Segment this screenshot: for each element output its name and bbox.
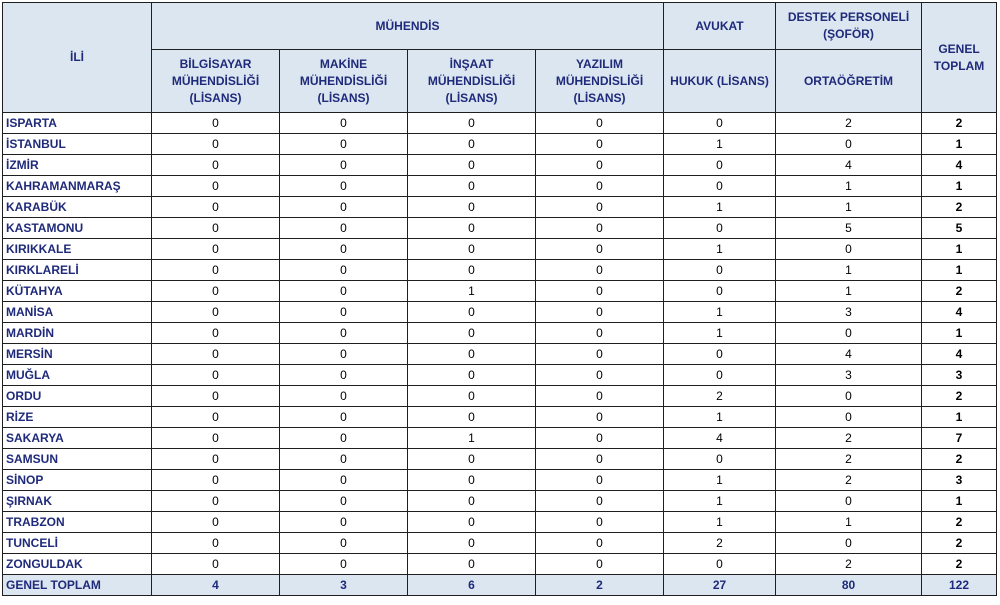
row-total-cell: 2 xyxy=(922,533,997,554)
table-cell: 0 xyxy=(280,554,408,575)
table-cell: 0 xyxy=(280,323,408,344)
table-cell: 0 xyxy=(408,512,536,533)
table-cell: 0 xyxy=(536,491,664,512)
table-cell: 1 xyxy=(408,428,536,449)
table-cell: 0 xyxy=(408,113,536,134)
law-header: HUKUK (LİSANS) xyxy=(664,50,776,113)
computer-engineering-header: BİLGİSAYAR MÜHENDİSLİĞİ (LİSANS) xyxy=(152,50,280,113)
table-cell: 0 xyxy=(408,554,536,575)
table-cell: 0 xyxy=(152,323,280,344)
table-cell: 1 xyxy=(776,512,922,533)
table-cell: 4 xyxy=(776,344,922,365)
row-total-cell: 2 xyxy=(922,512,997,533)
table-cell: 0 xyxy=(664,449,776,470)
table-cell: 0 xyxy=(536,218,664,239)
table-cell: 0 xyxy=(536,323,664,344)
table-cell: 0 xyxy=(152,260,280,281)
grand-total-label: GENEL TOPLAM xyxy=(3,575,152,596)
table-cell: 0 xyxy=(776,491,922,512)
row-total-cell: 1 xyxy=(922,407,997,428)
table-row xyxy=(3,218,997,239)
table-cell: 0 xyxy=(408,323,536,344)
table-row xyxy=(3,470,997,491)
table-cell: 2 xyxy=(776,470,922,491)
row-total-cell: 2 xyxy=(922,197,997,218)
table-cell: 5 xyxy=(776,218,922,239)
table-cell: 0 xyxy=(536,302,664,323)
table-cell: 2 xyxy=(776,428,922,449)
table-row xyxy=(3,512,997,533)
row-total-cell: 1 xyxy=(922,239,997,260)
province-name: TRABZON xyxy=(3,512,152,533)
row-total-cell: 1 xyxy=(922,176,997,197)
row-total-cell: 4 xyxy=(922,344,997,365)
province-name: SİNOP xyxy=(3,470,152,491)
table-cell: 0 xyxy=(280,407,408,428)
province-name: İSTANBUL xyxy=(3,134,152,155)
table-cell: 0 xyxy=(536,113,664,134)
table-cell: 0 xyxy=(408,365,536,386)
table-cell: 1 xyxy=(776,260,922,281)
table-row xyxy=(3,155,997,176)
table-cell: 0 xyxy=(152,491,280,512)
staff-distribution-table xyxy=(2,2,997,596)
table-row xyxy=(3,260,997,281)
table-cell: 0 xyxy=(408,533,536,554)
province-name: ZONGULDAK xyxy=(3,554,152,575)
table-cell: 0 xyxy=(536,344,664,365)
province-name: MARDİN xyxy=(3,323,152,344)
row-total-cell: 2 xyxy=(922,386,997,407)
civil-engineering-header: İNŞAAT MÜHENDİSLİĞİ (LİSANS) xyxy=(408,50,536,113)
table-cell: 0 xyxy=(408,239,536,260)
table-cell: 0 xyxy=(408,302,536,323)
table-cell: 1 xyxy=(664,239,776,260)
table-cell: 0 xyxy=(776,323,922,344)
table-cell: 0 xyxy=(536,155,664,176)
table-row xyxy=(3,533,997,554)
row-total-cell: 7 xyxy=(922,428,997,449)
table-cell: 0 xyxy=(664,155,776,176)
row-total-cell: 2 xyxy=(922,281,997,302)
table-cell: 0 xyxy=(280,512,408,533)
table-footer xyxy=(3,575,997,596)
table-cell: 0 xyxy=(536,533,664,554)
province-name: KIRKLARELİ xyxy=(3,260,152,281)
province-name: SAMSUN xyxy=(3,449,152,470)
table-cell: 0 xyxy=(536,449,664,470)
province-name: TUNCELİ xyxy=(3,533,152,554)
table-cell: 0 xyxy=(536,386,664,407)
support-group-header: DESTEK PERSONELİ (ŞOFÖR) xyxy=(776,3,922,50)
table-row xyxy=(3,197,997,218)
table-cell: 0 xyxy=(152,281,280,302)
table-cell: 0 xyxy=(776,533,922,554)
table-cell: 4 xyxy=(776,155,922,176)
table-cell: 0 xyxy=(536,197,664,218)
table-cell: 0 xyxy=(152,218,280,239)
row-total-cell: 2 xyxy=(922,554,997,575)
table-cell: 0 xyxy=(280,344,408,365)
row-total-cell: 4 xyxy=(922,155,997,176)
table-cell: 0 xyxy=(536,428,664,449)
table-cell: 4 xyxy=(664,428,776,449)
table-cell: 0 xyxy=(664,344,776,365)
table-cell: 0 xyxy=(408,386,536,407)
table-cell: 0 xyxy=(280,491,408,512)
table-cell: 1 xyxy=(664,197,776,218)
mechanical-engineering-header: MAKİNE MÜHENDİSLİĞİ (LİSANS) xyxy=(280,50,408,113)
table-row xyxy=(3,344,997,365)
table-cell: 0 xyxy=(536,260,664,281)
table-cell: 0 xyxy=(408,260,536,281)
table-cell: 0 xyxy=(280,428,408,449)
province-name: MERSİN xyxy=(3,344,152,365)
province-header: İLİ xyxy=(3,3,152,113)
table-cell: 0 xyxy=(664,260,776,281)
total-cell: 27 xyxy=(664,575,776,596)
table-cell: 1 xyxy=(664,470,776,491)
grand-total-row xyxy=(3,575,997,596)
table-cell: 1 xyxy=(664,134,776,155)
table-cell: 1 xyxy=(776,281,922,302)
table-body xyxy=(3,113,997,575)
table-cell: 0 xyxy=(152,176,280,197)
table-cell: 0 xyxy=(664,218,776,239)
row-total-cell: 5 xyxy=(922,218,997,239)
table-cell: 0 xyxy=(280,281,408,302)
table-cell: 0 xyxy=(536,134,664,155)
row-total-cell: 1 xyxy=(922,260,997,281)
row-total-cell: 1 xyxy=(922,134,997,155)
table-row xyxy=(3,365,997,386)
table-cell: 0 xyxy=(152,470,280,491)
table-cell: 0 xyxy=(152,344,280,365)
table-cell: 0 xyxy=(152,533,280,554)
table-cell: 0 xyxy=(280,239,408,260)
table-cell: 0 xyxy=(664,281,776,302)
table-cell: 0 xyxy=(776,386,922,407)
province-name: RİZE xyxy=(3,407,152,428)
table-cell: 0 xyxy=(280,197,408,218)
table-cell: 0 xyxy=(152,302,280,323)
province-name: İZMİR xyxy=(3,155,152,176)
table-row xyxy=(3,491,997,512)
engineer-group-header: MÜHENDİS xyxy=(152,3,664,50)
table-cell: 0 xyxy=(408,218,536,239)
table-cell: 0 xyxy=(152,155,280,176)
table-cell: 0 xyxy=(280,113,408,134)
table-cell: 0 xyxy=(280,533,408,554)
table-cell: 0 xyxy=(152,365,280,386)
row-total-cell: 1 xyxy=(922,491,997,512)
province-name: ORDU xyxy=(3,386,152,407)
table-cell: 0 xyxy=(536,176,664,197)
table-cell: 0 xyxy=(664,365,776,386)
table-cell: 0 xyxy=(408,344,536,365)
table-cell: 0 xyxy=(152,239,280,260)
table-row xyxy=(3,428,997,449)
table-cell: 2 xyxy=(664,386,776,407)
table-cell: 2 xyxy=(776,449,922,470)
table-cell: 0 xyxy=(152,134,280,155)
table-cell: 0 xyxy=(536,407,664,428)
table-cell: 0 xyxy=(152,113,280,134)
table-row xyxy=(3,554,997,575)
table-cell: 0 xyxy=(280,302,408,323)
table-row xyxy=(3,113,997,134)
table-cell: 0 xyxy=(408,491,536,512)
row-total-cell: 2 xyxy=(922,449,997,470)
total-cell: 122 xyxy=(922,575,997,596)
province-name: ISPARTA xyxy=(3,113,152,134)
table-cell: 0 xyxy=(152,512,280,533)
table-cell: 1 xyxy=(664,323,776,344)
table-cell: 3 xyxy=(776,302,922,323)
table-cell: 0 xyxy=(536,470,664,491)
table-cell: 1 xyxy=(664,407,776,428)
row-total-cell: 3 xyxy=(922,470,997,491)
table-cell: 0 xyxy=(280,155,408,176)
table-row xyxy=(3,176,997,197)
province-name: KAHRAMANMARAŞ xyxy=(3,176,152,197)
table-cell: 2 xyxy=(664,533,776,554)
province-name: KARABÜK xyxy=(3,197,152,218)
table-row xyxy=(3,281,997,302)
table-cell: 1 xyxy=(664,512,776,533)
table-cell: 1 xyxy=(664,491,776,512)
table-cell: 0 xyxy=(408,197,536,218)
table-cell: 0 xyxy=(280,260,408,281)
table-cell: 0 xyxy=(536,281,664,302)
grand-total-header: GENEL TOPLAM xyxy=(922,3,997,113)
province-name: KIRIKKALE xyxy=(3,239,152,260)
table-cell: 3 xyxy=(776,365,922,386)
table-cell: 0 xyxy=(408,155,536,176)
table-row xyxy=(3,449,997,470)
software-engineering-header: YAZILIM MÜHENDİSLİĞİ (LİSANS) xyxy=(536,50,664,113)
total-cell: 3 xyxy=(280,575,408,596)
staff-distribution-table-wrapper xyxy=(2,2,996,596)
lawyer-group-header: AVUKAT xyxy=(664,3,776,50)
table-cell: 0 xyxy=(280,449,408,470)
row-total-cell: 3 xyxy=(922,365,997,386)
table-cell: 0 xyxy=(776,407,922,428)
table-cell: 0 xyxy=(408,407,536,428)
table-cell: 0 xyxy=(536,239,664,260)
total-cell: 80 xyxy=(776,575,922,596)
table-cell: 0 xyxy=(152,386,280,407)
table-cell: 0 xyxy=(664,554,776,575)
table-cell: 2 xyxy=(776,113,922,134)
row-total-cell: 2 xyxy=(922,113,997,134)
table-cell: 1 xyxy=(776,197,922,218)
table-row xyxy=(3,323,997,344)
table-cell: 1 xyxy=(408,281,536,302)
table-cell: 0 xyxy=(408,134,536,155)
table-cell: 0 xyxy=(664,113,776,134)
table-cell: 0 xyxy=(280,176,408,197)
province-name: MUĞLA xyxy=(3,365,152,386)
province-name: KASTAMONU xyxy=(3,218,152,239)
row-total-cell: 4 xyxy=(922,302,997,323)
table-header xyxy=(3,3,997,113)
total-cell: 2 xyxy=(536,575,664,596)
total-cell: 4 xyxy=(152,575,280,596)
province-name: KÜTAHYA xyxy=(3,281,152,302)
table-cell: 0 xyxy=(536,365,664,386)
table-cell: 0 xyxy=(280,386,408,407)
table-cell: 1 xyxy=(776,176,922,197)
table-cell: 0 xyxy=(152,554,280,575)
table-cell: 0 xyxy=(280,470,408,491)
table-row xyxy=(3,386,997,407)
table-cell: 0 xyxy=(536,554,664,575)
table-cell: 0 xyxy=(280,365,408,386)
table-cell: 0 xyxy=(152,449,280,470)
table-row xyxy=(3,407,997,428)
table-cell: 0 xyxy=(152,407,280,428)
table-cell: 0 xyxy=(408,176,536,197)
table-cell: 0 xyxy=(776,134,922,155)
table-cell: 0 xyxy=(152,197,280,218)
province-name: ŞIRNAK xyxy=(3,491,152,512)
table-cell: 0 xyxy=(280,134,408,155)
table-row xyxy=(3,134,997,155)
province-name: MANİSA xyxy=(3,302,152,323)
table-row xyxy=(3,239,997,260)
table-cell: 0 xyxy=(664,176,776,197)
total-cell: 6 xyxy=(408,575,536,596)
table-row xyxy=(3,302,997,323)
table-cell: 0 xyxy=(536,512,664,533)
row-total-cell: 1 xyxy=(922,323,997,344)
table-cell: 0 xyxy=(280,218,408,239)
table-cell: 2 xyxy=(776,554,922,575)
province-name: SAKARYA xyxy=(3,428,152,449)
table-cell: 0 xyxy=(408,449,536,470)
table-cell: 0 xyxy=(408,470,536,491)
table-cell: 0 xyxy=(776,239,922,260)
table-cell: 1 xyxy=(664,302,776,323)
secondary-education-header: ORTAÖĞRETİM xyxy=(776,50,922,113)
table-cell: 0 xyxy=(152,428,280,449)
